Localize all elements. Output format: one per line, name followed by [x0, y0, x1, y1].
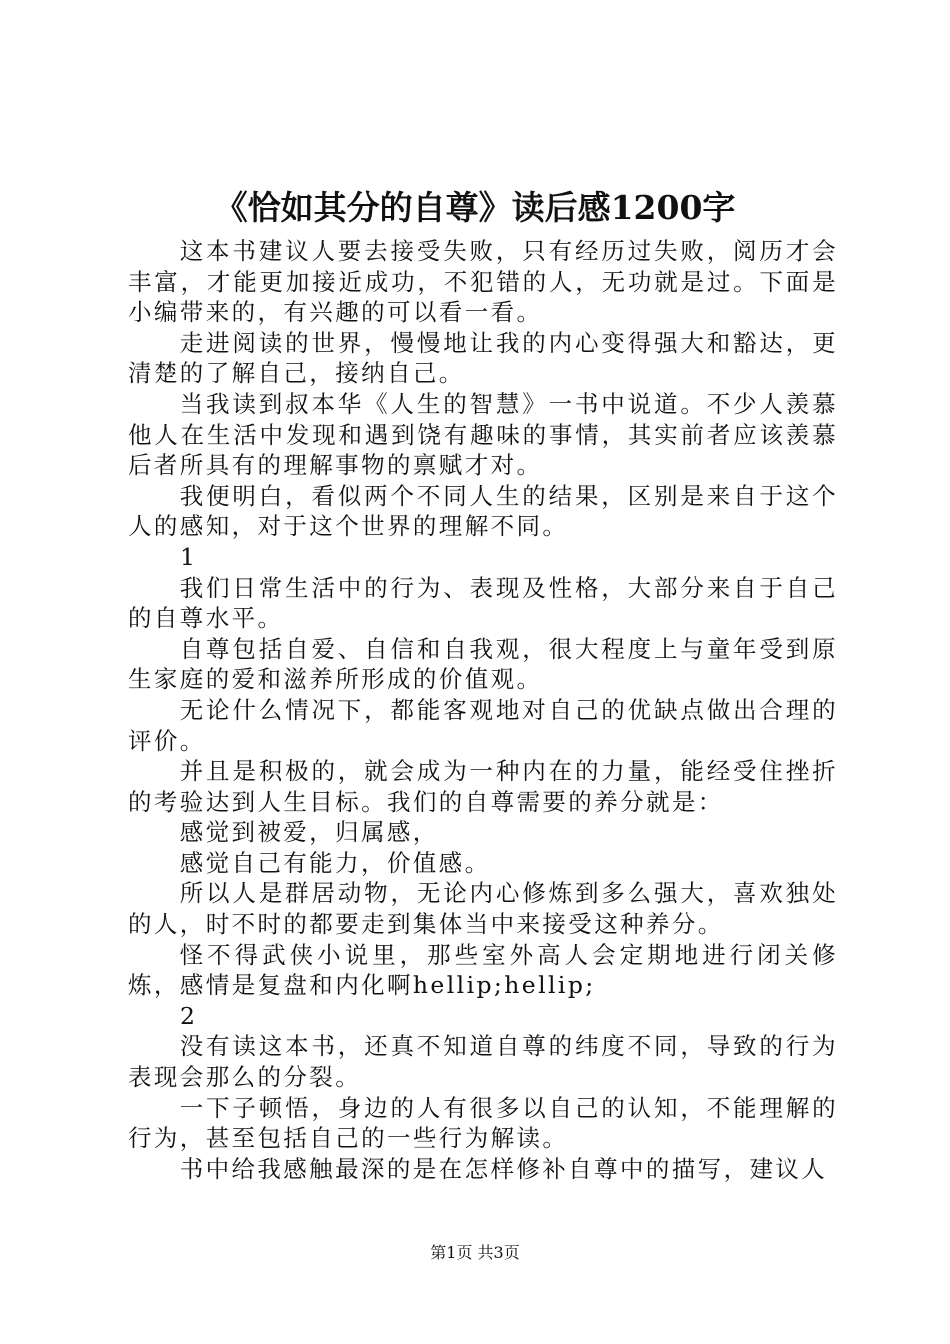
document-title: 《恰如其分的自尊》读后感1200字 [214, 188, 736, 227]
paragraph: 我便明白，看似两个不同人生的结果，区别是来自于这个人的感知，对于这个世界的理解不同。 [128, 481, 838, 541]
paragraph: 怪不得武侠小说里，那些室外高人会定期地进行闭关修炼，感情是复盘和内化啊hellip;hellip; [128, 940, 838, 1000]
paragraph: 所以人是群居动物，无论内心修炼到多么强大，喜欢独处的人，时不时的都要走到集体当中来接受这种养分。 [128, 879, 838, 939]
paragraph: 感觉到被爱，归属感， [179, 818, 439, 847]
paragraph: 一下子顿悟，身边的人有很多以自己的认知，不能理解的行为，甚至包括自己的一些行为解读。 [128, 1093, 838, 1153]
paragraph: 并且是积极的，就会成为一种内在的力量，能经受住挫折的考验达到人生目标。我们的自尊需要的养分就是： [128, 757, 838, 816]
document-body [128, 236, 838, 1184]
paragraph: 走进阅读的世界，慢慢地让我的内心变得强大和豁达，更清楚的了解自己，接纳自己。 [128, 328, 838, 388]
paragraph: 当我读到叔本华《人生的智慧》一书中说道。不少人羡慕他人在生活中发现和遇到饶有趣味的事情，其实前者应该羡慕后者所具有的理解事物的禀赋才对。 [128, 389, 838, 480]
paragraph: 我们日常生活中的行为、表现及性格，大部分来自于自己的自尊水平。 [128, 573, 838, 633]
paragraph: 自尊包括自爱、自信和自我观，很大程度上与童年受到原生家庭的爱和滋养所形成的价值观。 [128, 634, 838, 694]
section-number: 2 [180, 1001, 198, 1030]
paragraph: 这本书建议人要去接受失败，只有经历过失败，阅历才会丰富，才能更加接近成功，不犯错的人，无功就是过。下面是小编带来的，有兴趣的可以看一看。 [128, 237, 838, 327]
paragraph: 无论什么情况下，都能客观地对自己的优缺点做出合理的评价。 [128, 695, 838, 755]
paragraph: 没有读这本书，还真不知道自尊的纬度不同，导致的行为表现会那么的分裂。 [128, 1032, 838, 1092]
paragraph: 书中给我感触最深的是在怎样修补自尊中的描写，建议人 [179, 1154, 828, 1183]
paragraph: 感觉自己有能力，价值感。 [179, 848, 491, 877]
page-footer: 第1页 共3页 [430, 1243, 520, 1262]
section-number: 1 [180, 542, 198, 571]
